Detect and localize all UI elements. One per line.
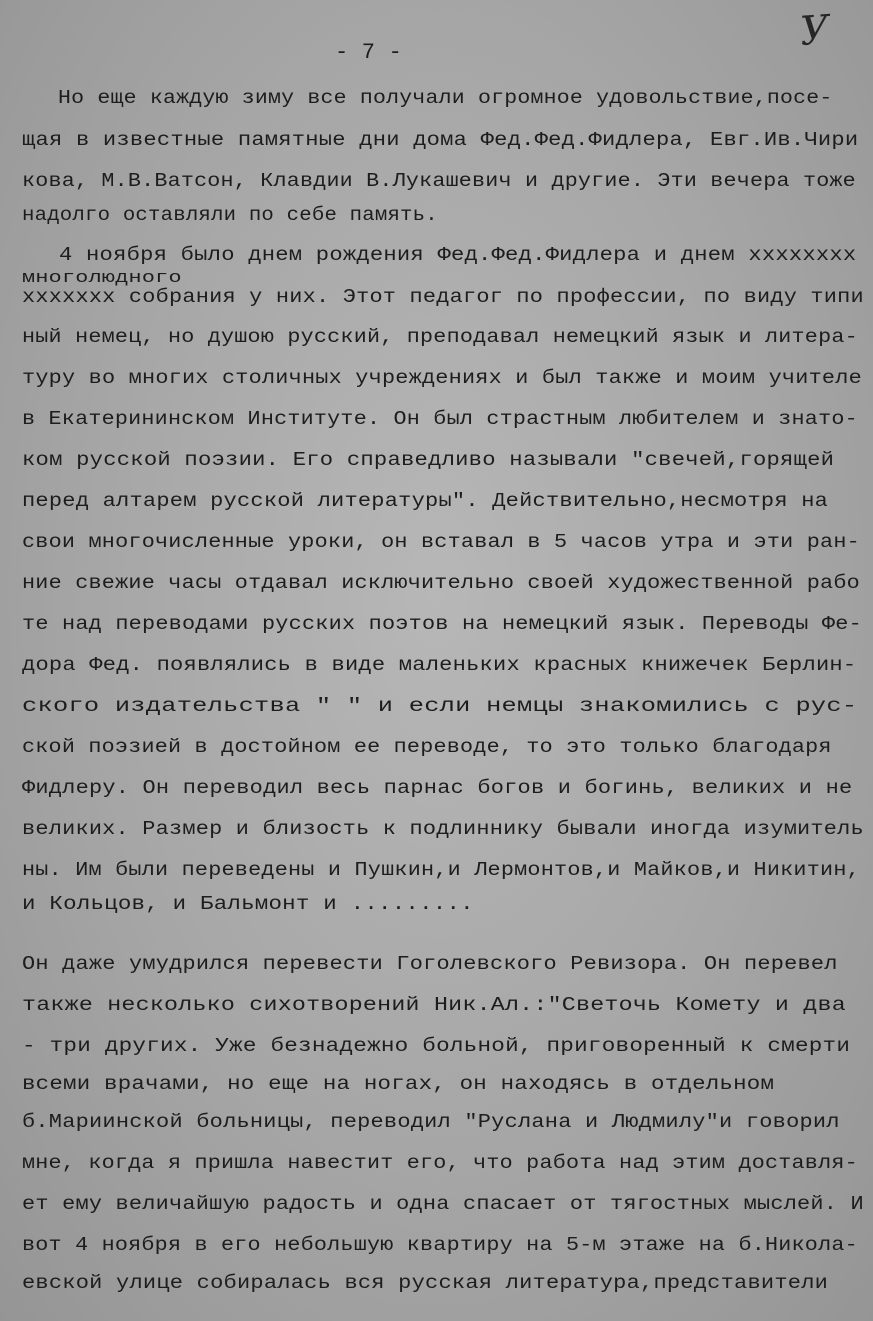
text-line: 4 ноября было днем рождения Фед.Фед.Фидлера и днем xxxxxxxx <box>59 244 857 266</box>
text-line: и Кольцов, и Бальмонт и ......... <box>22 893 474 915</box>
text-line: надолго оставляли по себе память. <box>22 204 438 226</box>
text-line: ской поэзией в достойном ее переводе, то это только благодаря <box>22 736 832 758</box>
text-line: евской улице собиралась вся русская литература,представители <box>22 1272 829 1294</box>
text-line: щая в известные памятные дни дома Фед.Фед.Фидлера, Евг.Ив.Чири <box>22 129 859 151</box>
text-line: ет ему величайшую радость и одна спасает от тягостных мыслей. И <box>22 1193 864 1215</box>
text-line: ный немец, но душою русский, преподавал немецкий язык и литера- <box>22 326 858 348</box>
text-line: кова, М.В.Ватсон, Клавдии В.Лукашевич и другие. Эти вечера тоже <box>22 170 856 192</box>
text-line: туру во многих столичных учреждениях и был также и моим учителе <box>22 367 862 389</box>
text-line: также несколько сихотворений Ник.Ал.:"Светочь Комету и два <box>22 994 846 1016</box>
text-line: мне, когда я пришла навестит его, что работа над этим доставля- <box>22 1152 858 1174</box>
page-number: - 7 - <box>335 40 403 65</box>
text-line: б.Мариинской больницы, переводил "Руслана и Людмилу"и говорил <box>22 1111 840 1133</box>
text-line: - три других. Уже безнадежно больной, приговоренный к смерти <box>22 1035 851 1057</box>
text-line: Но еще каждую зиму все получали огромное удовольствие,посе- <box>58 87 833 109</box>
text-line: xxxxxxx собрания у них. Этот педагог по профессии, по виду типи <box>22 286 864 308</box>
text-line: Он даже умудрился перевести Гоголевского Ревизора. Он перевел <box>22 953 838 975</box>
text-line: те над переводами русских поэтов на немецкий язык. Переводы Фе- <box>22 613 862 635</box>
text-line: всеми врачами, но еще на ногах, он находясь в отдельном <box>22 1073 775 1095</box>
text-line: ние свежие часы отдавал исключительно своей художественной рабо <box>22 572 860 594</box>
archive-page-mark: У <box>798 7 831 55</box>
text-line: свои многочисленные уроки, он вставал в 5 часов утра и эти ран- <box>22 531 860 553</box>
text-line: великих. Размер и близость к подлиннику бывали иногда изумитель <box>22 818 864 840</box>
text-line: дора Фед. появлялись в виде маленьких красных книжечек Берлин- <box>22 654 857 676</box>
text-line: ком русской поэзии. Его справедливо называли "свечей,горящей <box>22 449 835 471</box>
text-line: вот 4 ноября в его небольшую квартиру на 5-м этаже на б.Никола- <box>22 1234 858 1256</box>
text-line: Фидлеру. Он переводил весь парнас богов и богинь, великих и не <box>22 777 853 799</box>
handwritten-insertion: многолюдного <box>22 269 182 288</box>
text-line: ны. Им были переведены и Пушкин,и Лермонтов,и Майков,и Никитин, <box>22 859 860 881</box>
text-line: перед алтарем русской литературы". Действительно,несмотря на <box>22 490 829 512</box>
text-line: ского издательства " " и если немцы знакомились с рус- <box>22 695 858 717</box>
text-line: в Екатерининском Институте. Он был страстным любителем и знато- <box>22 408 858 430</box>
